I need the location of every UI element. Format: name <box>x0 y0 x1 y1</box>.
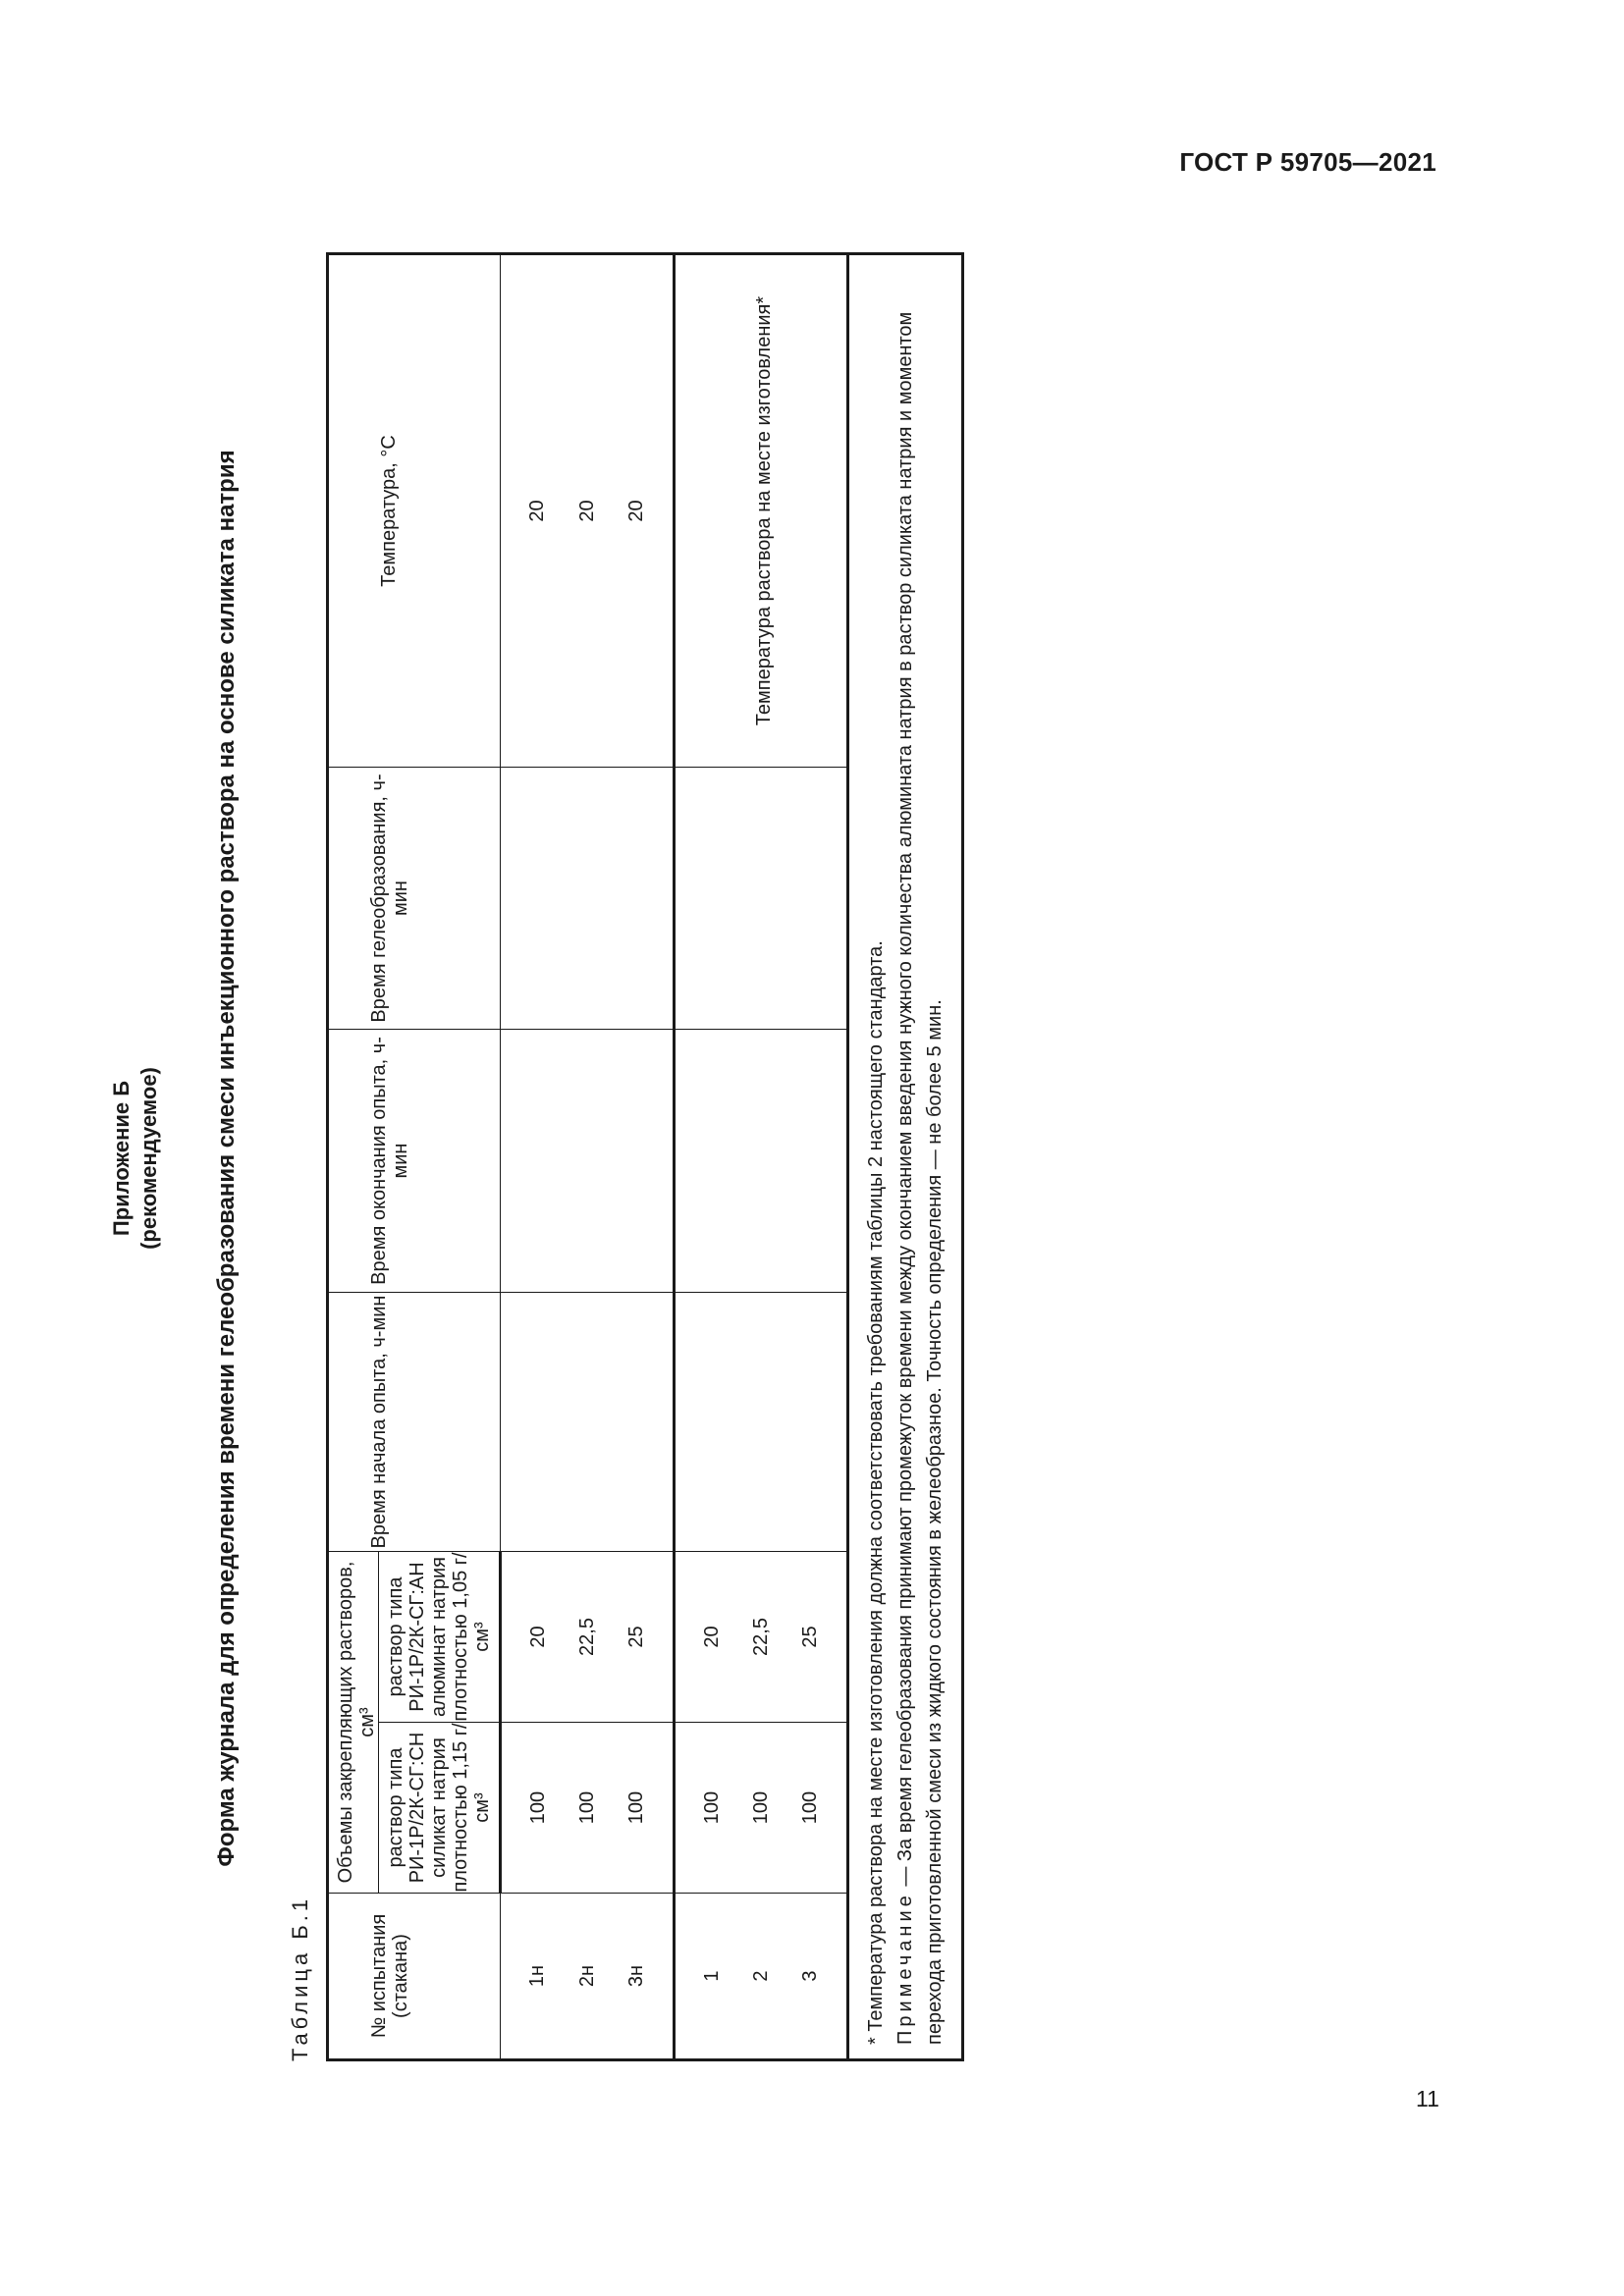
appendix-title: Приложение Б <box>109 1080 134 1237</box>
cell-solution-b: 20 <box>675 1552 737 1723</box>
cell-solution-b: 22,5 <box>563 1552 612 1723</box>
table-label: Таблица Б.1 <box>288 1895 312 2061</box>
cell-test-number: 1н <box>501 1894 564 2060</box>
note-label: Примечание <box>894 1892 916 2045</box>
table-row <box>501 254 564 2060</box>
table-row <box>675 254 737 2060</box>
cell-test-number: 3 <box>785 1894 848 2060</box>
cell-solution-a: 100 <box>736 1723 785 1894</box>
header-start-time: Время начала опыта, ч-мин <box>328 1293 501 1552</box>
cell-test-number: 2н <box>563 1894 612 2060</box>
cell-end-time <box>785 1030 848 1293</box>
cell-test-number: 1 <box>675 1894 737 2060</box>
cell-end-time <box>612 1030 675 1293</box>
header-solution-a: раствор типа РИ-1Р/2К-СГ:СН силикат натрия плотностью 1,15 г/см³ <box>379 1723 501 1894</box>
table-notes <box>848 254 963 2060</box>
page-number: 11 <box>1416 2086 1439 2111</box>
note-text: — За время гелеобразования принимают промежуток времени между окончанием введения нужного количества алюмината натрия в раствор силиката натрия и моментом перехода приготовленной смеси из жидкого состояния в желеобразное. Точность определения — не более 5 мин. <box>894 311 946 2045</box>
cell-end-time <box>501 1030 564 1293</box>
cell-start-time <box>785 1293 848 1552</box>
header-volumes-group: Объемы закрепляющих растворов, см³ <box>328 1552 379 1894</box>
cell-gel-time <box>563 768 612 1030</box>
cell-gel-time <box>785 768 848 1030</box>
header-temperature: Температура, °С <box>328 254 501 768</box>
header-solution-b: раствор типа РИ-1Р/2К-СГ:АН алюминат натрия плотностью 1,05 г/см³ <box>379 1552 501 1723</box>
cell-gel-time <box>612 768 675 1030</box>
rotated-content <box>108 255 992 2061</box>
header-end-time: Время окончания опыта, ч-мин <box>328 1030 501 1293</box>
table-group-1 <box>501 254 675 2060</box>
cell-solution-b: 25 <box>785 1552 848 1723</box>
table-row <box>563 254 612 2060</box>
appendix-status: (рекомендуемое) <box>136 1067 161 1250</box>
standard-designation: ГОСТ Р 59705—2021 <box>1179 147 1436 177</box>
form-title: Форма журнала для определения времени гелеобразования смеси инъекционного раствора на основе силиката натрия <box>213 450 240 1867</box>
journal-table <box>326 252 964 2061</box>
header-gel-time: Время гелеобразования, ч-мин <box>328 768 501 1030</box>
header-test-number: № испытания (стакана) <box>328 1894 501 2060</box>
cell-gel-time <box>501 768 564 1030</box>
cell-end-time <box>736 1030 785 1293</box>
table-notes-section <box>848 254 963 2060</box>
table-group-2 <box>675 254 848 2060</box>
cell-start-time <box>675 1293 737 1552</box>
cell-test-number: 2 <box>736 1894 785 2060</box>
cell-temperature: 20 <box>563 254 612 768</box>
cell-solution-b: 25 <box>612 1552 675 1723</box>
cell-temperature: 20 <box>612 254 675 768</box>
cell-test-number: 3н <box>612 1894 675 2060</box>
cell-solution-b: 20 <box>501 1552 564 1723</box>
cell-gel-time <box>675 768 737 1030</box>
cell-end-time <box>675 1030 737 1293</box>
cell-end-time <box>563 1030 612 1293</box>
cell-solution-a: 100 <box>785 1723 848 1894</box>
cell-start-time <box>612 1293 675 1552</box>
cell-solution-b: 22,5 <box>736 1552 785 1723</box>
cell-solution-a: 100 <box>563 1723 612 1894</box>
cell-temperature-site: Температура раствора на месте изготовления* <box>675 254 848 768</box>
cell-solution-a: 100 <box>612 1723 675 1894</box>
table-frame <box>326 255 964 2061</box>
cell-solution-a: 100 <box>501 1723 564 1894</box>
table-footnote: * Температура раствора на месте изготовления должна соответствовать требованиям таблицы 2 настоящего стандарта. <box>865 940 887 2045</box>
cell-start-time <box>563 1293 612 1552</box>
cell-solution-a: 100 <box>675 1723 737 1894</box>
table-row <box>612 254 675 2060</box>
cell-start-time <box>736 1293 785 1552</box>
table-note <box>891 269 949 2045</box>
appendix-heading <box>108 255 163 2061</box>
cell-temperature: 20 <box>501 254 564 768</box>
cell-start-time <box>501 1293 564 1552</box>
cell-gel-time <box>736 768 785 1030</box>
